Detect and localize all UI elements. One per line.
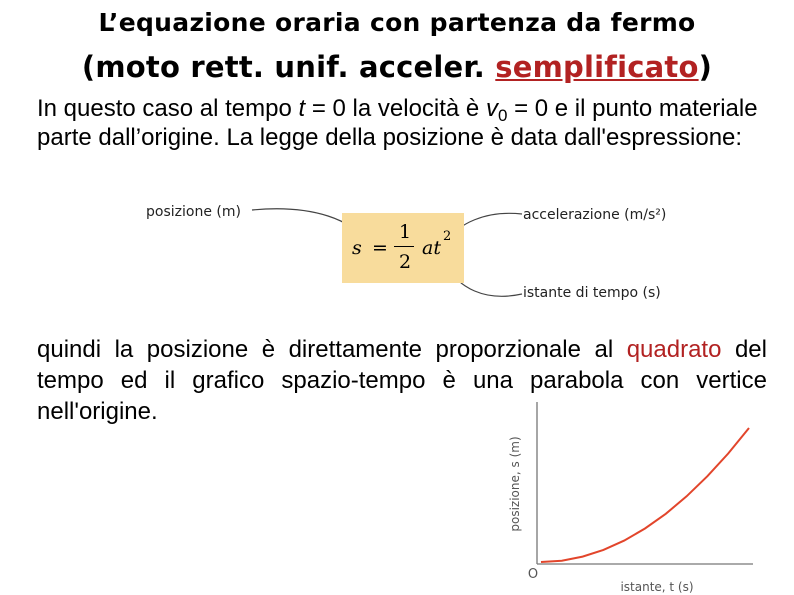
series-line xyxy=(541,428,749,562)
formula xyxy=(342,213,464,283)
formula-lhs: s xyxy=(352,237,362,259)
label-acceleration: accelerazione (m/s²) xyxy=(523,207,667,223)
body-highlight: quadrato xyxy=(626,336,722,363)
label-position: posizione (m) xyxy=(146,204,241,220)
velocity-subscript: 0 xyxy=(497,106,508,125)
formula-equals: = xyxy=(372,237,388,259)
formula-denominator: 2 xyxy=(399,251,412,273)
time-symbol: t xyxy=(298,95,306,122)
position-time-chart xyxy=(495,398,755,595)
intro-text-2: = 0 la velocità è xyxy=(305,95,486,122)
subtitle-text: (moto rett. unif. acceler. xyxy=(81,50,496,84)
label-time: istante di tempo (s) xyxy=(523,285,661,301)
formula-figure xyxy=(140,198,700,310)
body-text-2: del tempo ed il grafico spazio-tempo è una parabola con vertice nell'origine. xyxy=(37,336,767,425)
subtitle-close: ) xyxy=(698,50,713,84)
intro-text-3: = 0 e il punto materiale parte dall’origine. La legge della posizione è data dall'espressione: xyxy=(37,95,758,151)
formula-exponent: 2 xyxy=(443,229,452,244)
x-axis-label: istante, t (s) xyxy=(620,580,694,594)
intro-text-1: In questo caso al tempo xyxy=(37,95,299,122)
velocity-symbol: v xyxy=(485,95,498,122)
formula-term: at xyxy=(422,237,441,259)
slide-title: L’equazione oraria con partenza da fermo xyxy=(98,8,696,37)
body-text-1: quindi la posizione è direttamente proporzionale al xyxy=(37,336,627,363)
fraction-bar xyxy=(394,246,414,247)
formula-numerator: 1 xyxy=(399,221,412,243)
subtitle-highlight: semplificato xyxy=(495,50,699,84)
slide-subtitle xyxy=(0,50,794,84)
y-axis-label: posizione, s (m) xyxy=(508,436,522,532)
intro-paragraph xyxy=(37,94,772,152)
formula-box xyxy=(342,213,464,283)
origin-label: O xyxy=(527,567,539,582)
